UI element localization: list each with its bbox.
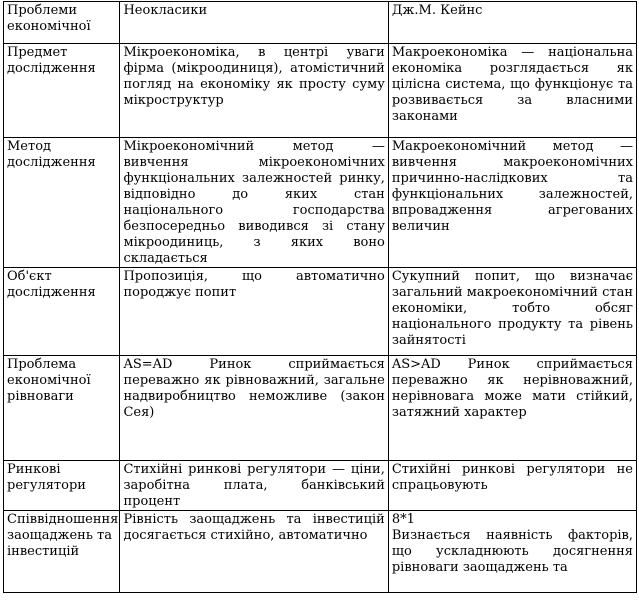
table-row [4,356,637,461]
row-label-cell: Об'єкт дослідження [4,268,120,356]
neoclassics-cell: Мікроекономічний метод — вивчення мікроекономічних функціональних залежностей ринку, відповідно до яких стан національного господарства безпосередньо виводився зі стану мікроодиниць, з яких воно складається [120,138,388,268]
neoclassics-cell: AS=AD Ринок сприймається переважно як рівноважний, загальне надвиробництво неможливе (закон Сея) [120,356,388,461]
row-label-cell: Проблема економічної рівноваги [4,356,120,461]
neoclassics-cell: Стихійні ринкові регулятори — ціни, заробітна плата, банківський процент [120,461,388,511]
keynes-cell: AS>AD Ринок сприймається переважно як нерівноважний, нерівновага може мати стійкий, затяжний характер [388,356,636,461]
header-cell-problem: Проблеми економічної [4,2,120,44]
row-label-cell: Співвідношення заощаджень та інвестицій [4,511,120,593]
neoclassics-cell: Мікроекономіка, в центрі уваги фірма (мікроодиниця), атомістичний погляд на економіку як просту суму мікроструктур [120,44,388,138]
keynes-cell: Макроекономіка — національна економіка розглядається як цілісна система, що функціонує та розвивається за власними законами [388,44,636,138]
neoclassics-cell: Рівність заощаджень та інвестицій досягається стихійно, автоматично [120,511,388,593]
header-cell-neoclassics: Неокласики [120,2,388,44]
row-label-cell: Метод дослідження [4,138,120,268]
comparison-table [3,1,637,593]
table-row [4,461,637,511]
keynes-cell-clip: 8*1 Визнається наявність факторів, що ускладнюють досягнення рівноваги заощаджень та [391,512,633,575]
neoclassics-cell: Пропозиція, що автоматично породжує попит [120,268,388,356]
row-label-cell: Предмет дослідження [4,44,120,138]
keynes-cell [388,511,636,593]
header-cell-keynes: Дж.М. Кейнс [388,2,636,44]
keynes-note: 8*1 [391,512,415,527]
table-row [4,44,637,138]
keynes-cell: Сукупний попит, що визначає загальний макроекономічний стан економіки, тобто обсяг національного продукту та рівень зайнятості [388,268,636,356]
table-row [4,511,637,593]
table-row [4,268,637,356]
row-label-cell: Ринкові регулятори [4,461,120,511]
table-row [4,138,637,268]
table-header-row [4,2,637,44]
keynes-cell: Стихійні ринкові регулятори не спрацьовують [388,461,636,511]
keynes-cell: Макроекономічний метод — вивчення макроекономічних причинно-наслідкових та функціональних залежностей, впровадження агрегованих величин [388,138,636,268]
